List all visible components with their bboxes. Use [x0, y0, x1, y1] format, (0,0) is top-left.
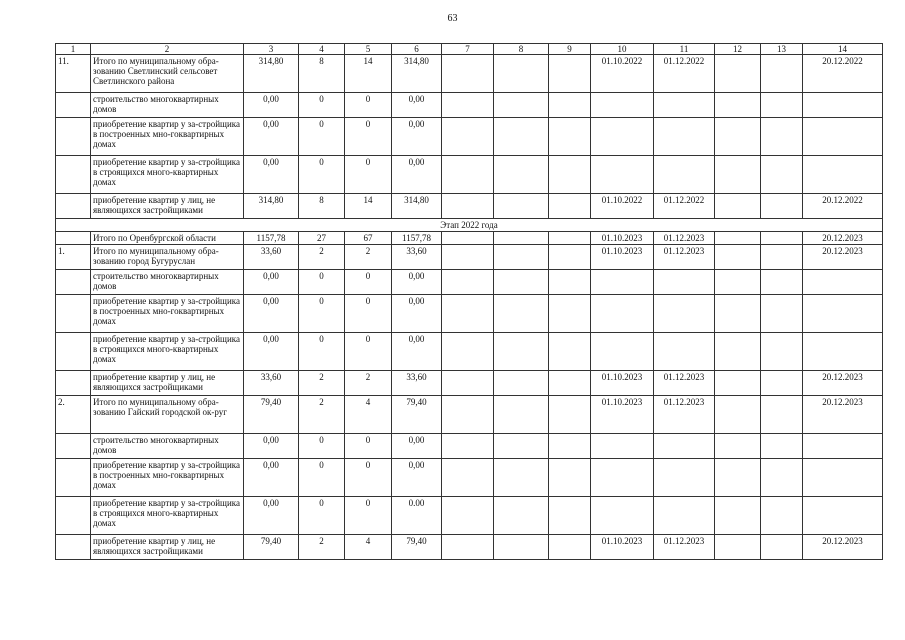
value-cell: 0,00: [244, 156, 299, 194]
value-cell: 0: [345, 434, 392, 459]
value-cell: [715, 232, 761, 245]
column-number-cell: 7: [442, 44, 494, 55]
value-cell: 0,00: [392, 459, 442, 497]
value-cell: [715, 245, 761, 270]
value-cell: [715, 333, 761, 371]
value-cell: [591, 93, 654, 118]
value-cell: [761, 295, 803, 333]
value-cell: [654, 156, 715, 194]
value-cell: [549, 232, 591, 245]
value-cell: [654, 459, 715, 497]
value-cell: [761, 497, 803, 535]
value-cell: [591, 333, 654, 371]
table-row: [56, 245, 883, 270]
value-cell: [761, 118, 803, 156]
stage-row: [56, 219, 883, 232]
value-cell: 2: [299, 245, 345, 270]
value-cell: [761, 434, 803, 459]
row-label-cell: строительство многоквартирных домов: [91, 434, 244, 459]
value-cell: [494, 459, 549, 497]
value-cell: 0,00: [244, 434, 299, 459]
value-cell: [442, 194, 494, 219]
value-cell: [715, 459, 761, 497]
value-cell: 2: [345, 245, 392, 270]
value-cell: 0: [345, 118, 392, 156]
value-cell: [715, 497, 761, 535]
value-cell: [549, 497, 591, 535]
value-cell: 0: [345, 156, 392, 194]
column-number-cell: 13: [761, 44, 803, 55]
value-cell: [591, 156, 654, 194]
value-cell: [442, 232, 494, 245]
value-cell: 2: [299, 371, 345, 396]
value-cell: [549, 459, 591, 497]
value-cell: 314,80: [244, 194, 299, 219]
value-cell: 1157,78: [244, 232, 299, 245]
value-cell: [591, 118, 654, 156]
row-number-cell: [56, 93, 91, 118]
value-cell: [549, 371, 591, 396]
table-row: [56, 194, 883, 219]
value-cell: 0: [345, 497, 392, 535]
value-cell: [494, 93, 549, 118]
value-cell: 314,80: [392, 55, 442, 93]
value-cell: 01.12.2022: [654, 194, 715, 219]
page-number: 63: [447, 13, 458, 24]
value-cell: 14: [345, 194, 392, 219]
value-cell: 2: [299, 535, 345, 560]
value-cell: [591, 459, 654, 497]
value-cell: 33,60: [244, 245, 299, 270]
value-cell: 0: [345, 270, 392, 295]
value-cell: [803, 434, 883, 459]
value-cell: [761, 333, 803, 371]
row-label-cell: Итого по Оренбургской области: [91, 232, 244, 245]
row-label-cell: Итого по муниципальному обра-зованию Светлинский сельсовет Светлинского района: [91, 55, 244, 93]
table-row: [56, 232, 883, 245]
value-cell: [442, 156, 494, 194]
value-cell: [494, 295, 549, 333]
value-cell: [494, 194, 549, 219]
value-cell: 67: [345, 232, 392, 245]
value-cell: [442, 245, 494, 270]
value-cell: [494, 333, 549, 371]
row-number-cell: [56, 194, 91, 219]
value-cell: 0,00: [392, 295, 442, 333]
value-cell: 01.10.2023: [591, 535, 654, 560]
value-cell: 79,40: [392, 535, 442, 560]
value-cell: 01.12.2023: [654, 232, 715, 245]
value-cell: [549, 194, 591, 219]
value-cell: [654, 295, 715, 333]
table-row: [56, 295, 883, 333]
value-cell: 20.12.2023: [803, 535, 883, 560]
value-cell: [803, 118, 883, 156]
value-cell: [442, 333, 494, 371]
value-cell: [549, 118, 591, 156]
value-cell: [654, 497, 715, 535]
value-cell: [442, 295, 494, 333]
row-label-cell: строительство многоквартирных домов: [91, 270, 244, 295]
row-number-cell: [56, 535, 91, 560]
value-cell: [549, 55, 591, 93]
value-cell: 01.12.2022: [654, 55, 715, 93]
row-number-cell: [56, 156, 91, 194]
row-number-cell: 2.: [56, 396, 91, 434]
value-cell: 79,40: [392, 396, 442, 434]
value-cell: 0,00: [392, 270, 442, 295]
value-cell: 0.00: [392, 497, 442, 535]
value-cell: [715, 396, 761, 434]
value-cell: 01.10.2023: [591, 245, 654, 270]
value-cell: 0: [299, 333, 345, 371]
row-label-cell: Итого по муниципальному обра-зованию город Бугуруслан: [91, 245, 244, 270]
row-number-cell: [56, 434, 91, 459]
table-row: [56, 156, 883, 194]
value-cell: 0,00: [244, 93, 299, 118]
row-number-cell: [56, 232, 91, 245]
value-cell: 20.12.2023: [803, 232, 883, 245]
value-cell: 0: [345, 295, 392, 333]
value-cell: 01.10.2023: [591, 232, 654, 245]
row-number-cell: [56, 270, 91, 295]
table-row: [56, 93, 883, 118]
value-cell: 01.10.2023: [591, 396, 654, 434]
value-cell: 0,00: [392, 434, 442, 459]
value-cell: 01.12.2023: [654, 245, 715, 270]
value-cell: [494, 118, 549, 156]
stage-label: Этап 2022 года: [56, 219, 883, 232]
column-number-cell: 1: [56, 44, 91, 55]
value-cell: [442, 434, 494, 459]
value-cell: 0,00: [244, 270, 299, 295]
value-cell: 33,60: [392, 245, 442, 270]
row-number-cell: [56, 118, 91, 156]
value-cell: [715, 270, 761, 295]
value-cell: [442, 535, 494, 560]
row-label-cell: приобретение квартир у за-стройщика в построенных мно-гоквартирных домах: [91, 295, 244, 333]
value-cell: [803, 93, 883, 118]
row-label-cell: приобретение квартир у за-стройщика в строящихся много-квартирных домах: [91, 333, 244, 371]
column-number-cell: 6: [392, 44, 442, 55]
value-cell: [654, 93, 715, 118]
value-cell: [494, 371, 549, 396]
value-cell: [715, 535, 761, 560]
value-cell: [494, 245, 549, 270]
value-cell: [494, 497, 549, 535]
value-cell: [803, 459, 883, 497]
row-number-cell: [56, 497, 91, 535]
value-cell: 0: [299, 459, 345, 497]
value-cell: [803, 156, 883, 194]
value-cell: [761, 156, 803, 194]
value-cell: 0: [345, 93, 392, 118]
value-cell: [549, 93, 591, 118]
row-label-cell: приобретение квартир у лиц, не являющихся застройщиками: [91, 371, 244, 396]
row-number-cell: [56, 371, 91, 396]
value-cell: [761, 535, 803, 560]
value-cell: [442, 459, 494, 497]
column-number-cell: 9: [549, 44, 591, 55]
column-number-cell: 2: [91, 44, 244, 55]
row-label-cell: строительство многоквартирных домов: [91, 93, 244, 118]
value-cell: 01.12.2023: [654, 535, 715, 560]
value-cell: [715, 118, 761, 156]
value-cell: 314,80: [392, 194, 442, 219]
value-cell: [803, 295, 883, 333]
value-cell: [715, 434, 761, 459]
value-cell: 14: [345, 55, 392, 93]
value-cell: 0,00: [244, 295, 299, 333]
value-cell: [442, 497, 494, 535]
value-cell: [494, 270, 549, 295]
row-number-cell: [56, 459, 91, 497]
value-cell: [761, 270, 803, 295]
value-cell: 2: [299, 396, 345, 434]
value-cell: 0,00: [244, 118, 299, 156]
value-cell: [654, 333, 715, 371]
value-cell: [761, 396, 803, 434]
row-number-cell: 11.: [56, 55, 91, 93]
table-row: [56, 535, 883, 560]
value-cell: 0: [299, 295, 345, 333]
value-cell: 0: [345, 459, 392, 497]
value-cell: [803, 497, 883, 535]
value-cell: 01.12.2023: [654, 396, 715, 434]
value-cell: [494, 232, 549, 245]
row-label-cell: приобретение квартир у лиц, не являющихся застройщиками: [91, 535, 244, 560]
value-cell: 0: [345, 333, 392, 371]
row-number-cell: 1.: [56, 245, 91, 270]
table-row: [56, 497, 883, 535]
value-cell: 0,00: [244, 497, 299, 535]
value-cell: [761, 459, 803, 497]
value-cell: [549, 396, 591, 434]
value-cell: 0: [299, 497, 345, 535]
value-cell: 0: [299, 156, 345, 194]
value-cell: [549, 156, 591, 194]
value-cell: 314,80: [244, 55, 299, 93]
value-cell: 0: [299, 118, 345, 156]
value-cell: [803, 333, 883, 371]
column-number-cell: 3: [244, 44, 299, 55]
row-label-cell: Итого по муниципальному обра-зованию Гайский городской ок-руг: [91, 396, 244, 434]
row-number-cell: [56, 333, 91, 371]
row-number-cell: [56, 295, 91, 333]
value-cell: [442, 118, 494, 156]
data-table: [55, 43, 883, 560]
value-cell: 01.12.2023: [654, 371, 715, 396]
value-cell: [494, 55, 549, 93]
value-cell: 01.10.2023: [591, 371, 654, 396]
value-cell: [715, 194, 761, 219]
value-cell: 0,00: [244, 459, 299, 497]
value-cell: 27: [299, 232, 345, 245]
value-cell: [442, 270, 494, 295]
row-label-cell: приобретение квартир у за-стройщика в построенных мно-гоквартирных домах: [91, 118, 244, 156]
value-cell: [715, 156, 761, 194]
value-cell: 20.12.2022: [803, 194, 883, 219]
value-cell: 79,40: [244, 535, 299, 560]
column-number-cell: 12: [715, 44, 761, 55]
value-cell: 20.12.2022: [803, 55, 883, 93]
value-cell: [494, 396, 549, 434]
column-number-row: [56, 44, 883, 55]
value-cell: 01.10.2022: [591, 194, 654, 219]
value-cell: 79,40: [244, 396, 299, 434]
value-cell: [761, 194, 803, 219]
value-cell: 1157,78: [392, 232, 442, 245]
value-cell: [654, 118, 715, 156]
value-cell: 2: [345, 371, 392, 396]
value-cell: [761, 371, 803, 396]
column-number-cell: 8: [494, 44, 549, 55]
table-row: [56, 118, 883, 156]
value-cell: 0: [299, 93, 345, 118]
row-label-cell: приобретение квартир у лиц, не являющихся застройщиками: [91, 194, 244, 219]
value-cell: [654, 434, 715, 459]
value-cell: 20.12.2023: [803, 245, 883, 270]
value-cell: 01.10.2022: [591, 55, 654, 93]
row-label-cell: приобретение квартир у за-стройщика в строящихся много-квартирных домах: [91, 497, 244, 535]
table-row: [56, 270, 883, 295]
value-cell: 0,00: [392, 156, 442, 194]
value-cell: [591, 434, 654, 459]
value-cell: 8: [299, 55, 345, 93]
value-cell: 0,00: [392, 333, 442, 371]
value-cell: [549, 434, 591, 459]
value-cell: 8: [299, 194, 345, 219]
table-row: [56, 459, 883, 497]
value-cell: 0,00: [392, 118, 442, 156]
value-cell: 0,00: [244, 333, 299, 371]
value-cell: [549, 295, 591, 333]
value-cell: [442, 396, 494, 434]
value-cell: [494, 535, 549, 560]
column-number-cell: 11: [654, 44, 715, 55]
value-cell: 33,60: [392, 371, 442, 396]
value-cell: [654, 270, 715, 295]
column-number-cell: 5: [345, 44, 392, 55]
value-cell: 0: [299, 270, 345, 295]
value-cell: 20.12.2023: [803, 396, 883, 434]
value-cell: [715, 93, 761, 118]
column-number-cell: 4: [299, 44, 345, 55]
value-cell: [494, 156, 549, 194]
table-row: [56, 333, 883, 371]
value-cell: [549, 535, 591, 560]
column-number-cell: 14: [803, 44, 883, 55]
value-cell: [761, 93, 803, 118]
value-cell: [715, 371, 761, 396]
value-cell: [442, 93, 494, 118]
value-cell: [591, 270, 654, 295]
value-cell: [761, 232, 803, 245]
value-cell: 33,60: [244, 371, 299, 396]
value-cell: [494, 434, 549, 459]
table-row: [56, 434, 883, 459]
column-number-cell: 10: [591, 44, 654, 55]
value-cell: 4: [345, 535, 392, 560]
value-cell: [442, 55, 494, 93]
value-cell: [803, 270, 883, 295]
value-cell: [549, 245, 591, 270]
table-row: [56, 371, 883, 396]
value-cell: [715, 55, 761, 93]
value-cell: [442, 371, 494, 396]
value-cell: [549, 270, 591, 295]
value-cell: [591, 497, 654, 535]
row-label-cell: приобретение квартир у за-стройщика в построенных мно-гоквартирных домах: [91, 459, 244, 497]
value-cell: 0,00: [392, 93, 442, 118]
value-cell: 4: [345, 396, 392, 434]
row-label-cell: приобретение квартир у за-стройщика в строящихся много-квартирных домах: [91, 156, 244, 194]
value-cell: [549, 333, 591, 371]
value-cell: [715, 295, 761, 333]
value-cell: [591, 295, 654, 333]
table-row: [56, 55, 883, 93]
value-cell: 20.12.2023: [803, 371, 883, 396]
value-cell: 0: [299, 434, 345, 459]
table-row: [56, 396, 883, 434]
value-cell: [761, 245, 803, 270]
value-cell: [761, 55, 803, 93]
